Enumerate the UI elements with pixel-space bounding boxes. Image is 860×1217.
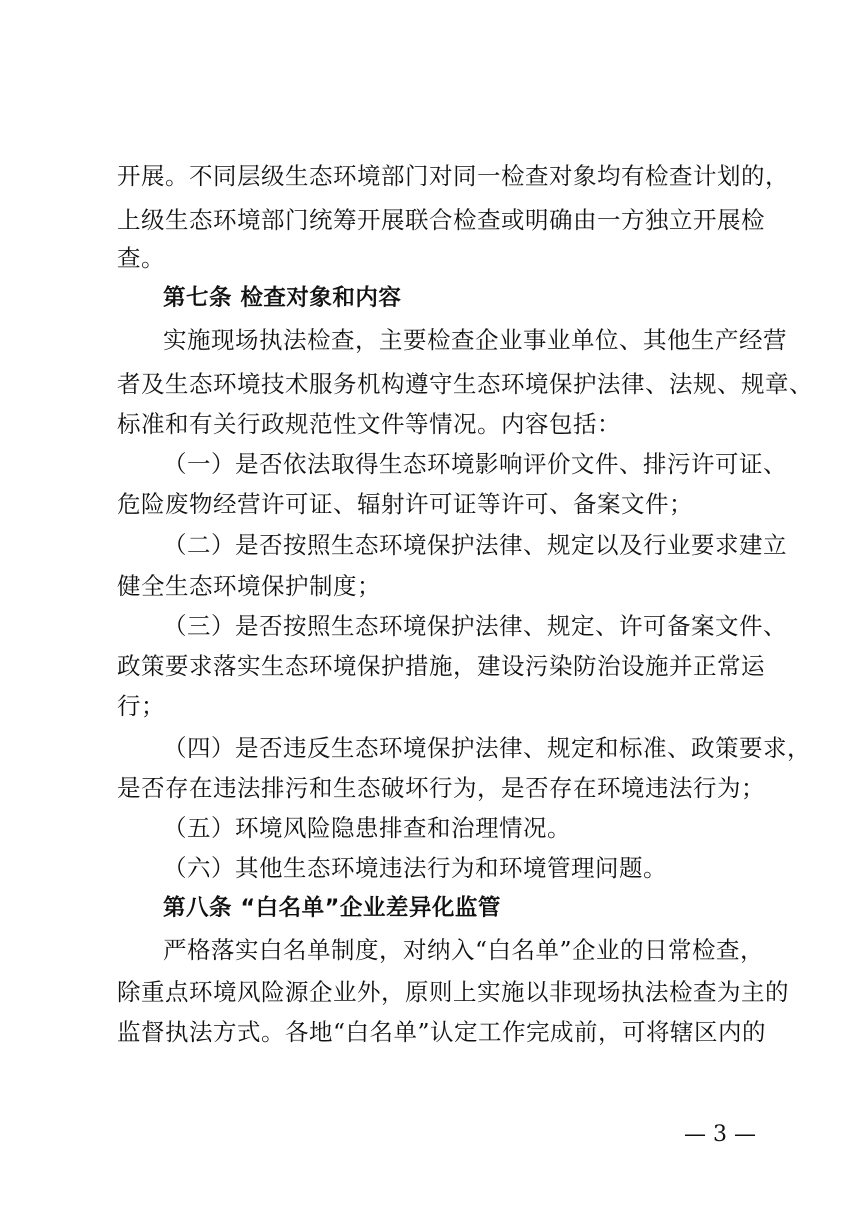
body-line-3: 查。 xyxy=(117,244,165,272)
item-5: （五）环境风险隐患排查和治理情况。 xyxy=(163,814,571,842)
item-3-line-2: 政策要求落实生态环境保护措施，建设污染防治设施并正常运 xyxy=(117,652,765,680)
body-line-7: 标准和有关行政规范性文件等情况。内容包括： xyxy=(117,410,621,438)
item-4-line-1: （四）是否违反生态环境保护法律、规定和标准、政策要求， xyxy=(163,734,811,762)
item-1-line-2: 危险废物经营许可证、辐射许可证等许可、备案文件； xyxy=(117,490,693,518)
article-8-heading: 第八条 “白名单”企业差异化监管 xyxy=(163,895,501,921)
body-line-21: 除重点环境风险源企业外，原则上实施以非现场执法检查为主的 xyxy=(117,978,789,1006)
body-line-1: 开展。不同层级生态环境部门对同一检查对象均有检查计划的， xyxy=(117,162,789,190)
body-line-2: 上级生态环境部门统筹开展联合检查或明确由一方独立开展检 xyxy=(117,206,765,234)
item-3-line-1: （三）是否按照生态环境保护法律、规定、许可备案文件、 xyxy=(163,612,787,640)
body-line-20: 严格落实白名单制度，对纳入“白名单”企业的日常检查， xyxy=(163,936,765,964)
item-6: （六）其他生态环境违法行为和环境管理问题。 xyxy=(163,854,667,882)
item-2-line-1: （二）是否按照生态环境保护法律、规定以及行业要求建立 xyxy=(163,531,787,559)
body-line-22: 监督执法方式。各地“白名单”认定工作完成前，可将辖区内的 xyxy=(117,1018,767,1046)
body-line-6: 者及生态环境技术服务机构遵守生态环境保护法律、法规、规章、 xyxy=(117,370,813,398)
item-2-line-2: 健全生态环境保护制度； xyxy=(117,572,381,600)
page-number: — 3 — xyxy=(684,1122,756,1147)
item-3-line-3: 行； xyxy=(117,692,165,720)
item-1-line-1: （一）是否依法取得生态环境影响评价文件、排污许可证、 xyxy=(163,450,787,478)
article-7-heading: 第七条 检查对象和内容 xyxy=(163,285,402,311)
item-4-line-2: 是否存在违法排污和生态破坏行为，是否存在环境违法行为； xyxy=(117,774,765,802)
body-line-5: 实施现场执法检查，主要检查企业事业单位、其他生产经营 xyxy=(163,326,787,354)
